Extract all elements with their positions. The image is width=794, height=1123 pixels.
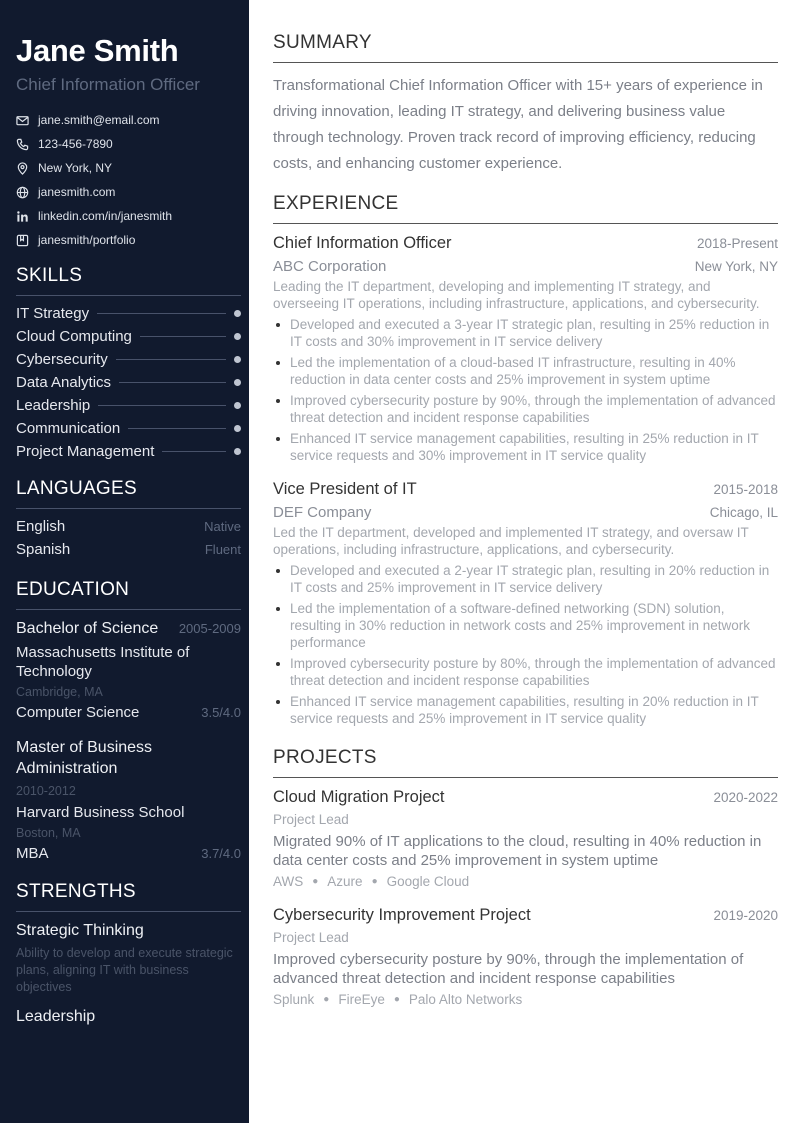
list-item: Improved cybersecurity posture by 90%, through the implementation of advanced threat detection and incident response capabilities xyxy=(273,392,778,426)
project-dates: 2019-2020 xyxy=(713,908,778,923)
skill-dot xyxy=(234,333,241,340)
project-role: Project Lead xyxy=(273,812,349,827)
skill-dot xyxy=(234,356,241,363)
job-bullets xyxy=(273,562,778,727)
summary-heading: SUMMARY xyxy=(273,32,778,63)
project-title: Cybersecurity Improvement Project xyxy=(273,906,531,924)
projects-heading: PROJECTS xyxy=(273,747,778,778)
skill-dot xyxy=(234,425,241,432)
skill-name: Leadership xyxy=(16,397,91,414)
skill-item xyxy=(16,325,241,348)
education-degree: Master of Business Administration xyxy=(16,739,153,777)
project-role: Project Lead xyxy=(273,930,349,945)
project-tag: Google Cloud xyxy=(386,874,470,889)
skill-leader-line xyxy=(116,359,226,360)
education-field: Computer Science xyxy=(16,704,140,721)
contact-phone-text: 123-456-7890 xyxy=(38,137,113,151)
language-item xyxy=(16,538,241,561)
strength-item xyxy=(16,1006,241,1027)
job-description: Leading the IT department, developing and implementing IT strategy, and overseeing IT operations, including infrastructure, applications, and cybersecurity. xyxy=(273,279,760,311)
job-dates: 2015-2018 xyxy=(713,482,778,497)
skill-item xyxy=(16,394,241,417)
projects-section xyxy=(273,747,778,1008)
education-school: Harvard Business School xyxy=(16,804,185,821)
project-description: Improved cybersecurity posture by 90%, through the implementation of advanced threat detection and incident response capabilities xyxy=(273,951,744,987)
contact-email[interactable] xyxy=(16,108,241,132)
project-tag: FireEye xyxy=(338,992,385,1007)
job-location: Chicago, IL xyxy=(709,505,778,520)
experience-heading: EXPERIENCE xyxy=(273,193,778,224)
strength-name: Leadership xyxy=(16,1008,96,1025)
contact-email-text: jane.smith@email.com xyxy=(38,113,160,127)
skill-dot xyxy=(234,448,241,455)
linkedin-icon xyxy=(16,210,29,223)
skill-leader-line xyxy=(140,336,226,337)
language-name: English xyxy=(16,518,66,535)
strength-item xyxy=(16,920,241,996)
languages-heading: LANGUAGES xyxy=(16,477,241,509)
project-description: Migrated 90% of IT applications to the cloud, resulting in 40% reduction in data center costs and 25% improvement in system uptime xyxy=(273,833,762,869)
summary-text: Transformational Chief Information Officer with 15+ years of experience in driving innovation, leading IT strategy, and delivering business value through technology. Proven track record of improving efficiency, reducing costs, and enhancing customer experience. xyxy=(273,77,763,172)
job-title: Chief Information Officer xyxy=(273,234,452,252)
list-item: Led the implementation of a cloud-based IT infrastructure, resulting in 40% reduction in data center costs and 25% improvement in system uptime xyxy=(273,354,778,388)
skill-leader-line xyxy=(97,313,226,314)
skill-dot xyxy=(234,310,241,317)
skill-leader-line xyxy=(128,428,226,429)
job-bullets xyxy=(273,316,778,464)
project-tag: Azure xyxy=(327,874,363,889)
language-level: Fluent xyxy=(204,542,241,557)
summary-section xyxy=(273,32,778,177)
skill-leader-line xyxy=(119,382,226,383)
tag-separator: ● xyxy=(323,994,330,1005)
language-item xyxy=(16,515,241,538)
education-years: 2010-2012 xyxy=(16,784,76,798)
skill-item xyxy=(16,302,241,325)
person-name: Jane Smith xyxy=(16,33,179,68)
globe-icon xyxy=(16,186,29,199)
contact-linkedin-text: linkedin.com/in/janesmith xyxy=(38,209,173,223)
contact-website-text: janesmith.com xyxy=(38,185,116,199)
education-field: MBA xyxy=(16,845,49,862)
skill-item xyxy=(16,371,241,394)
contact-list xyxy=(16,108,241,252)
contact-portfolio-text: janesmith/portfolio xyxy=(38,233,136,247)
job-description: Led the IT department, developed and implemented IT strategy, and oversaw IT operations, including infrastructure, applications, and cybersecurity. xyxy=(273,525,749,557)
skill-leader-line xyxy=(162,451,226,452)
contact-linkedin[interactable] xyxy=(16,204,241,228)
education-gpa: 3.7/4.0 xyxy=(201,846,241,861)
map-pin-icon xyxy=(16,162,29,175)
experience-item xyxy=(273,478,778,727)
project-title: Cloud Migration Project xyxy=(273,788,445,806)
contact-location-text: New York, NY xyxy=(38,161,113,175)
language-level: Native xyxy=(204,519,241,534)
education-location: Cambridge, MA xyxy=(16,685,103,699)
tag-separator: ● xyxy=(393,994,400,1005)
skill-name: Communication xyxy=(16,420,121,437)
skills-heading: SKILLS xyxy=(16,264,241,296)
phone-icon xyxy=(16,138,29,151)
education-location: Boston, MA xyxy=(16,826,81,840)
skill-name: Project Management xyxy=(16,443,155,460)
skill-leader-line xyxy=(98,405,226,406)
contact-location xyxy=(16,156,241,180)
language-name: Spanish xyxy=(16,541,71,558)
strength-desc: Ability to develop and execute strategic plans, aligning IT with business objectives xyxy=(16,946,233,994)
skill-name: Cloud Computing xyxy=(16,328,132,345)
main-content xyxy=(273,32,778,1008)
skill-item xyxy=(16,417,241,440)
skill-item xyxy=(16,440,241,463)
contact-portfolio[interactable] xyxy=(16,228,241,252)
job-location: New York, NY xyxy=(694,259,778,274)
list-item: Led the implementation of a software-defined networking (SDN) solution, resulting in 30% reduction in network costs and 25% improvement in network performance xyxy=(273,600,778,651)
experience-section xyxy=(273,193,778,727)
project-tags xyxy=(273,991,778,1008)
bookmark-icon xyxy=(16,234,29,247)
strength-name: Strategic Thinking xyxy=(16,922,144,939)
skill-name: IT Strategy xyxy=(16,305,90,322)
strengths-heading: STRENGTHS xyxy=(16,880,241,912)
contact-phone[interactable] xyxy=(16,132,241,156)
education-gpa: 3.5/4.0 xyxy=(201,705,241,720)
job-dates: 2018-Present xyxy=(696,236,778,251)
envelope-icon xyxy=(16,114,29,127)
project-item xyxy=(273,904,778,1008)
skill-name: Data Analytics xyxy=(16,374,112,391)
project-tags xyxy=(273,873,778,890)
contact-website[interactable] xyxy=(16,180,241,204)
project-dates: 2020-2022 xyxy=(713,790,778,805)
skill-name: Cybersecurity xyxy=(16,351,108,368)
skill-dot xyxy=(234,402,241,409)
job-title: Vice President of IT xyxy=(273,480,417,498)
job-company: ABC Corporation xyxy=(273,258,387,275)
education-item xyxy=(16,618,241,721)
list-item: Enhanced IT service management capabilities, resulting in 20% reduction in IT service requests and 25% improvement in IT service quality xyxy=(273,693,778,727)
languages-list xyxy=(16,515,241,561)
education-item xyxy=(16,737,241,862)
tag-separator: ● xyxy=(371,876,378,887)
job-company: DEF Company xyxy=(273,504,372,521)
project-item xyxy=(273,786,778,890)
project-tag: Splunk xyxy=(273,992,315,1007)
project-tag: Palo Alto Networks xyxy=(408,992,523,1007)
education-school: Massachusetts Institute of Technology xyxy=(16,644,190,680)
list-item: Improved cybersecurity posture by 80%, through the implementation of advanced threat detection and incident response capabilities xyxy=(273,655,778,689)
person-role: Chief Information Officer xyxy=(16,75,200,94)
tag-separator: ● xyxy=(312,876,319,887)
sidebar xyxy=(0,0,249,1123)
education-degree: Bachelor of Science xyxy=(16,620,159,637)
skill-dot xyxy=(234,379,241,386)
project-tag: AWS xyxy=(273,874,304,889)
list-item: Developed and executed a 2-year IT strategic plan, resulting in 20% reduction in IT costs and 25% improvement in IT service delivery xyxy=(273,562,778,596)
list-item: Developed and executed a 3-year IT strategic plan, resulting in 25% reduction in IT costs and 30% improvement in IT service delivery xyxy=(273,316,778,350)
list-item: Enhanced IT service management capabilities, resulting in 25% reduction in IT service requests and 30% improvement in IT service quality xyxy=(273,430,778,464)
education-years: 2005-2009 xyxy=(178,621,241,636)
experience-item xyxy=(273,232,778,464)
skills-list xyxy=(16,302,241,463)
skill-item xyxy=(16,348,241,371)
education-heading: EDUCATION xyxy=(16,578,241,610)
